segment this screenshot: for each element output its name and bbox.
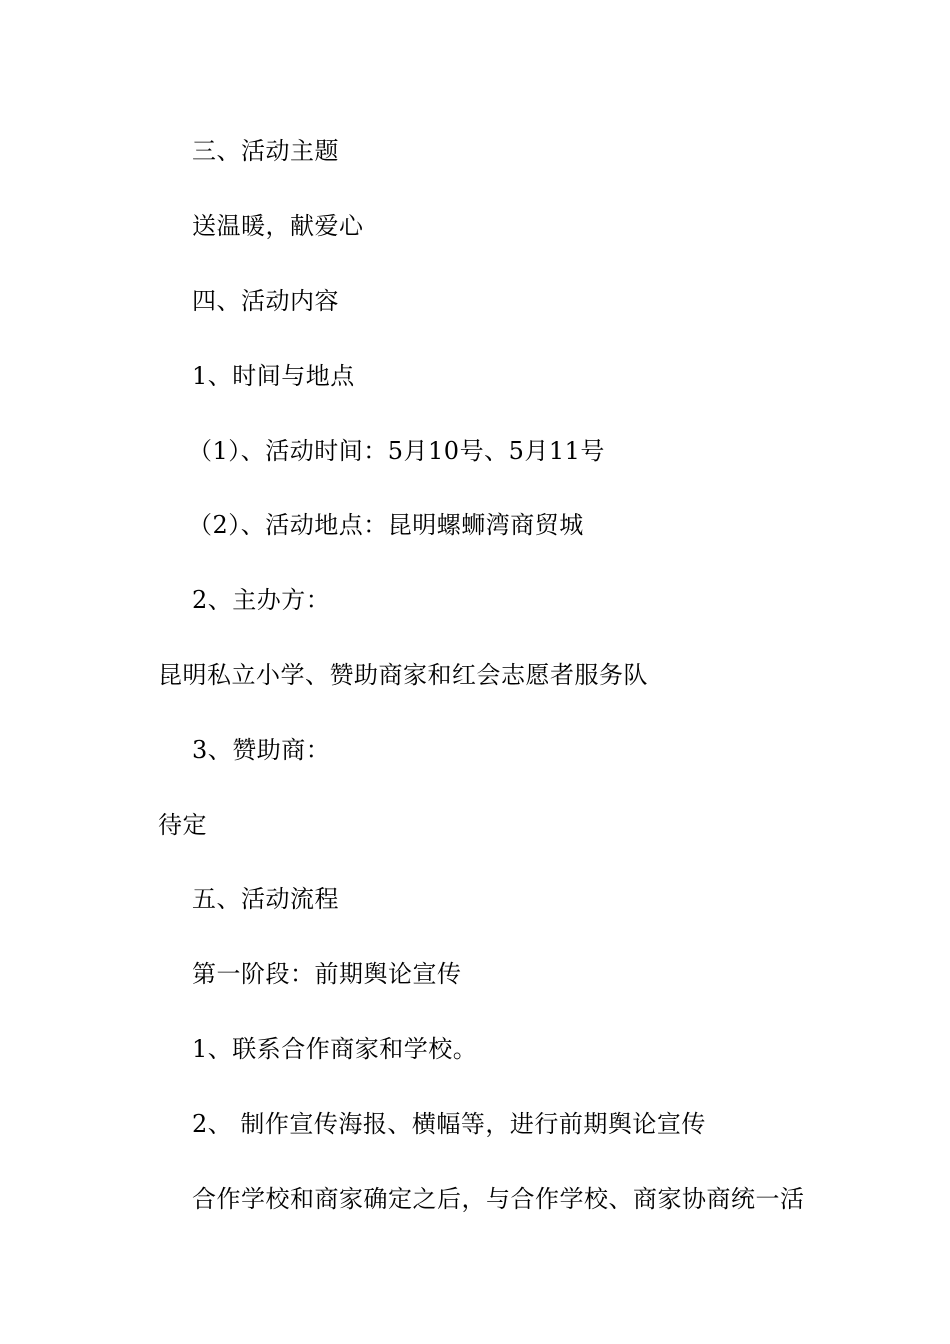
organizer-text: 昆明私立小学、赞助商家和红会志愿者服务队: [158, 661, 648, 689]
step-one: 1、联系合作商家和学校。: [192, 1035, 478, 1063]
theme-text: 送温暖，献爱心: [192, 212, 364, 240]
section-heading-theme: 三、活动主题: [192, 137, 339, 165]
activity-time: （1）、活动时间：5月10号、5月11号: [188, 437, 605, 465]
subheading-organizer: 2、主办方：: [192, 586, 331, 614]
section-heading-process: 五、活动流程: [192, 885, 339, 913]
sponsor-text: 待定: [158, 811, 207, 839]
activity-place: （2）、活动地点：昆明螺蛳湾商贸城: [188, 511, 584, 539]
stage-one-heading: 第一阶段：前期舆论宣传: [192, 960, 462, 988]
subheading-sponsor: 3、赞助商：: [192, 736, 331, 764]
section-heading-content: 四、活动内容: [192, 287, 339, 315]
step-two: 2、 制作宣传海报、横幅等，进行前期舆论宣传: [192, 1110, 706, 1138]
paragraph-text: 合作学校和商家确定之后，与合作学校、商家协商统一活: [192, 1185, 805, 1213]
subheading-time-place: 1、时间与地点: [192, 362, 355, 390]
